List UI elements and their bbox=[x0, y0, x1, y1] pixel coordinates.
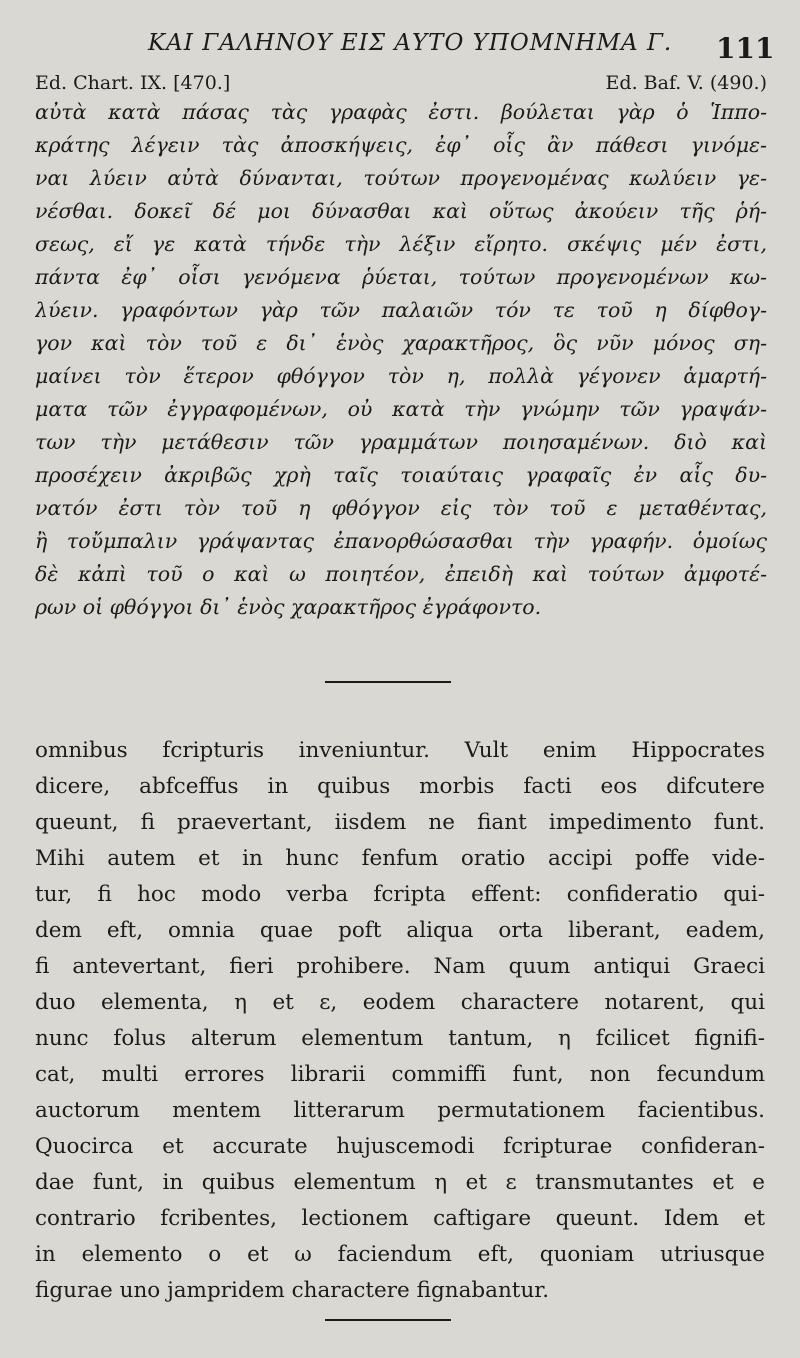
latin-line: tur, fi hoc modo verba fcripta effent: confideratio qui- bbox=[35, 882, 765, 907]
greek-line: των τὴν μετάθεσιν τῶν γραμμάτων ποιησαμένων. διὸ καὶ bbox=[35, 430, 767, 454]
edition-reference-right: Ed. Baf. V. (490.) bbox=[605, 72, 767, 94]
latin-line: auctorum mentem litterarum permutationem facientibus. bbox=[35, 1098, 765, 1123]
latin-line: duo elementa, η et ε, eodem charactere notarent, qui bbox=[35, 990, 765, 1015]
latin-line: dicere, abfceffus in quibus morbis facti eos difcutere bbox=[35, 774, 765, 799]
latin-line: fi antevertant, fieri prohibere. Nam quum antiqui Graeci bbox=[35, 954, 765, 979]
greek-line: ματα τῶν ἐγγραφομένων, οὐ κατὰ τὴν γνώμην τῶν γραψάν- bbox=[35, 397, 767, 421]
greek-text-block bbox=[35, 96, 767, 624]
greek-line: δὲ κἀπὶ τοῦ ο καὶ ω ποιητέον, ἐπειδὴ καὶ τούτων ἀμφοτέ- bbox=[35, 562, 767, 586]
greek-line: κράτης λέγειν τὰς ἀποσκήψεις, ἐφ᾿ οἷς ἂν πάθεσι γινόμε- bbox=[35, 133, 767, 157]
latin-line: Quocirca et accurate hujuscemodi fcripturae confideran- bbox=[35, 1134, 765, 1159]
section-divider-top bbox=[325, 681, 451, 683]
latin-line: dae funt, in quibus elementum η et ε transmutantes et e bbox=[35, 1170, 765, 1195]
latin-line: in elemento ο et ω faciendum eft, quoniam utriusque bbox=[35, 1242, 765, 1267]
greek-line: νατόν ἐστι τὸν τοῦ η φθόγγον εἰς τὸν τοῦ ε μεταθέντας, bbox=[35, 496, 767, 520]
edition-references bbox=[35, 72, 767, 96]
section-divider-bottom bbox=[325, 1319, 451, 1321]
greek-line: νέσθαι. δοκεῖ δέ μοι δύνασθαι καὶ οὕτως ἀκούειν τῆς ῥή- bbox=[35, 199, 767, 223]
latin-text-block bbox=[35, 733, 765, 1309]
latin-line: Mihi autem et in hunc fenfum oratio accipi poffe vide- bbox=[35, 846, 765, 871]
greek-line: ἢ τοὔμπαλιν γράψαντας ἐπανορθώσασθαι τὴν γραφήν. ὁμοίως bbox=[35, 529, 767, 553]
latin-line: omnibus fcripturis inveniuntur. Vult enim Hippocrates bbox=[35, 738, 765, 763]
greek-line: λύειν. γραφόντων γὰρ τῶν παλαιῶν τόν τε τοῦ η δίφθογ- bbox=[35, 298, 767, 322]
greek-line: πάντα ἐφ᾿ οἷσι γενόμενα ῥύεται, τούτων προγενομένων κω- bbox=[35, 265, 767, 289]
greek-line: ναι λύειν αὐτὰ δύνανται, τούτων προγενομένας κωλύειν γε- bbox=[35, 166, 767, 190]
edition-reference-left: Ed. Chart. IX. [470.] bbox=[35, 72, 231, 94]
latin-line: nunc folus alterum elementum tantum, η fcilicet fignifi- bbox=[35, 1026, 765, 1051]
latin-line: queunt, fi praevertant, iisdem ne fiant impedimento funt. bbox=[35, 810, 765, 835]
greek-line: ρων οἱ φθόγγοι δι᾿ ἑνὸς χαρακτῆρος ἐγράφοντο. bbox=[35, 595, 542, 619]
greek-line: γον καὶ τὸν τοῦ ε δι᾿ ἑνὸς χαρακτῆρος, ὃς νῦν μόνος ση- bbox=[35, 331, 767, 355]
greek-line: προσέχειν ἀκριβῶς χρὴ ταῖς τοιαύταις γραφαῖς ἐν αἷς δυ- bbox=[35, 463, 767, 487]
latin-line: cat, multi errores librarii commiffi funt, non fecundum bbox=[35, 1062, 765, 1087]
latin-line: dem eft, omnia quae poft aliqua orta liberant, eadem, bbox=[35, 918, 765, 943]
latin-line: figurae uno jampridem charactere fignabantur. bbox=[35, 1278, 550, 1303]
page-number: 111 bbox=[716, 32, 775, 65]
running-title: ΚΑΙ ΓΑΛΗΝΟΥ ΕΙΣ ΑΥΤΟ ΥΠΟΜΝΗΜΑ Γ. bbox=[148, 30, 673, 56]
latin-line: contrario fcribentes, lectionem caftigare queunt. Idem et bbox=[35, 1206, 765, 1231]
page-header bbox=[0, 30, 800, 65]
greek-line: αὐτὰ κατὰ πάσας τὰς γραφὰς ἐστι. βούλεται γὰρ ὁ Ἱππο- bbox=[35, 100, 767, 124]
greek-line: σεως, εἴ γε κατὰ τήνδε τὴν λέξιν εἴρητο. σκέψις μέν ἐστι, bbox=[35, 232, 767, 256]
greek-line: μαίνει τὸν ἕτερον φθόγγον τὸν η, πολλὰ γέγονεν ἁμαρτή- bbox=[35, 364, 767, 388]
